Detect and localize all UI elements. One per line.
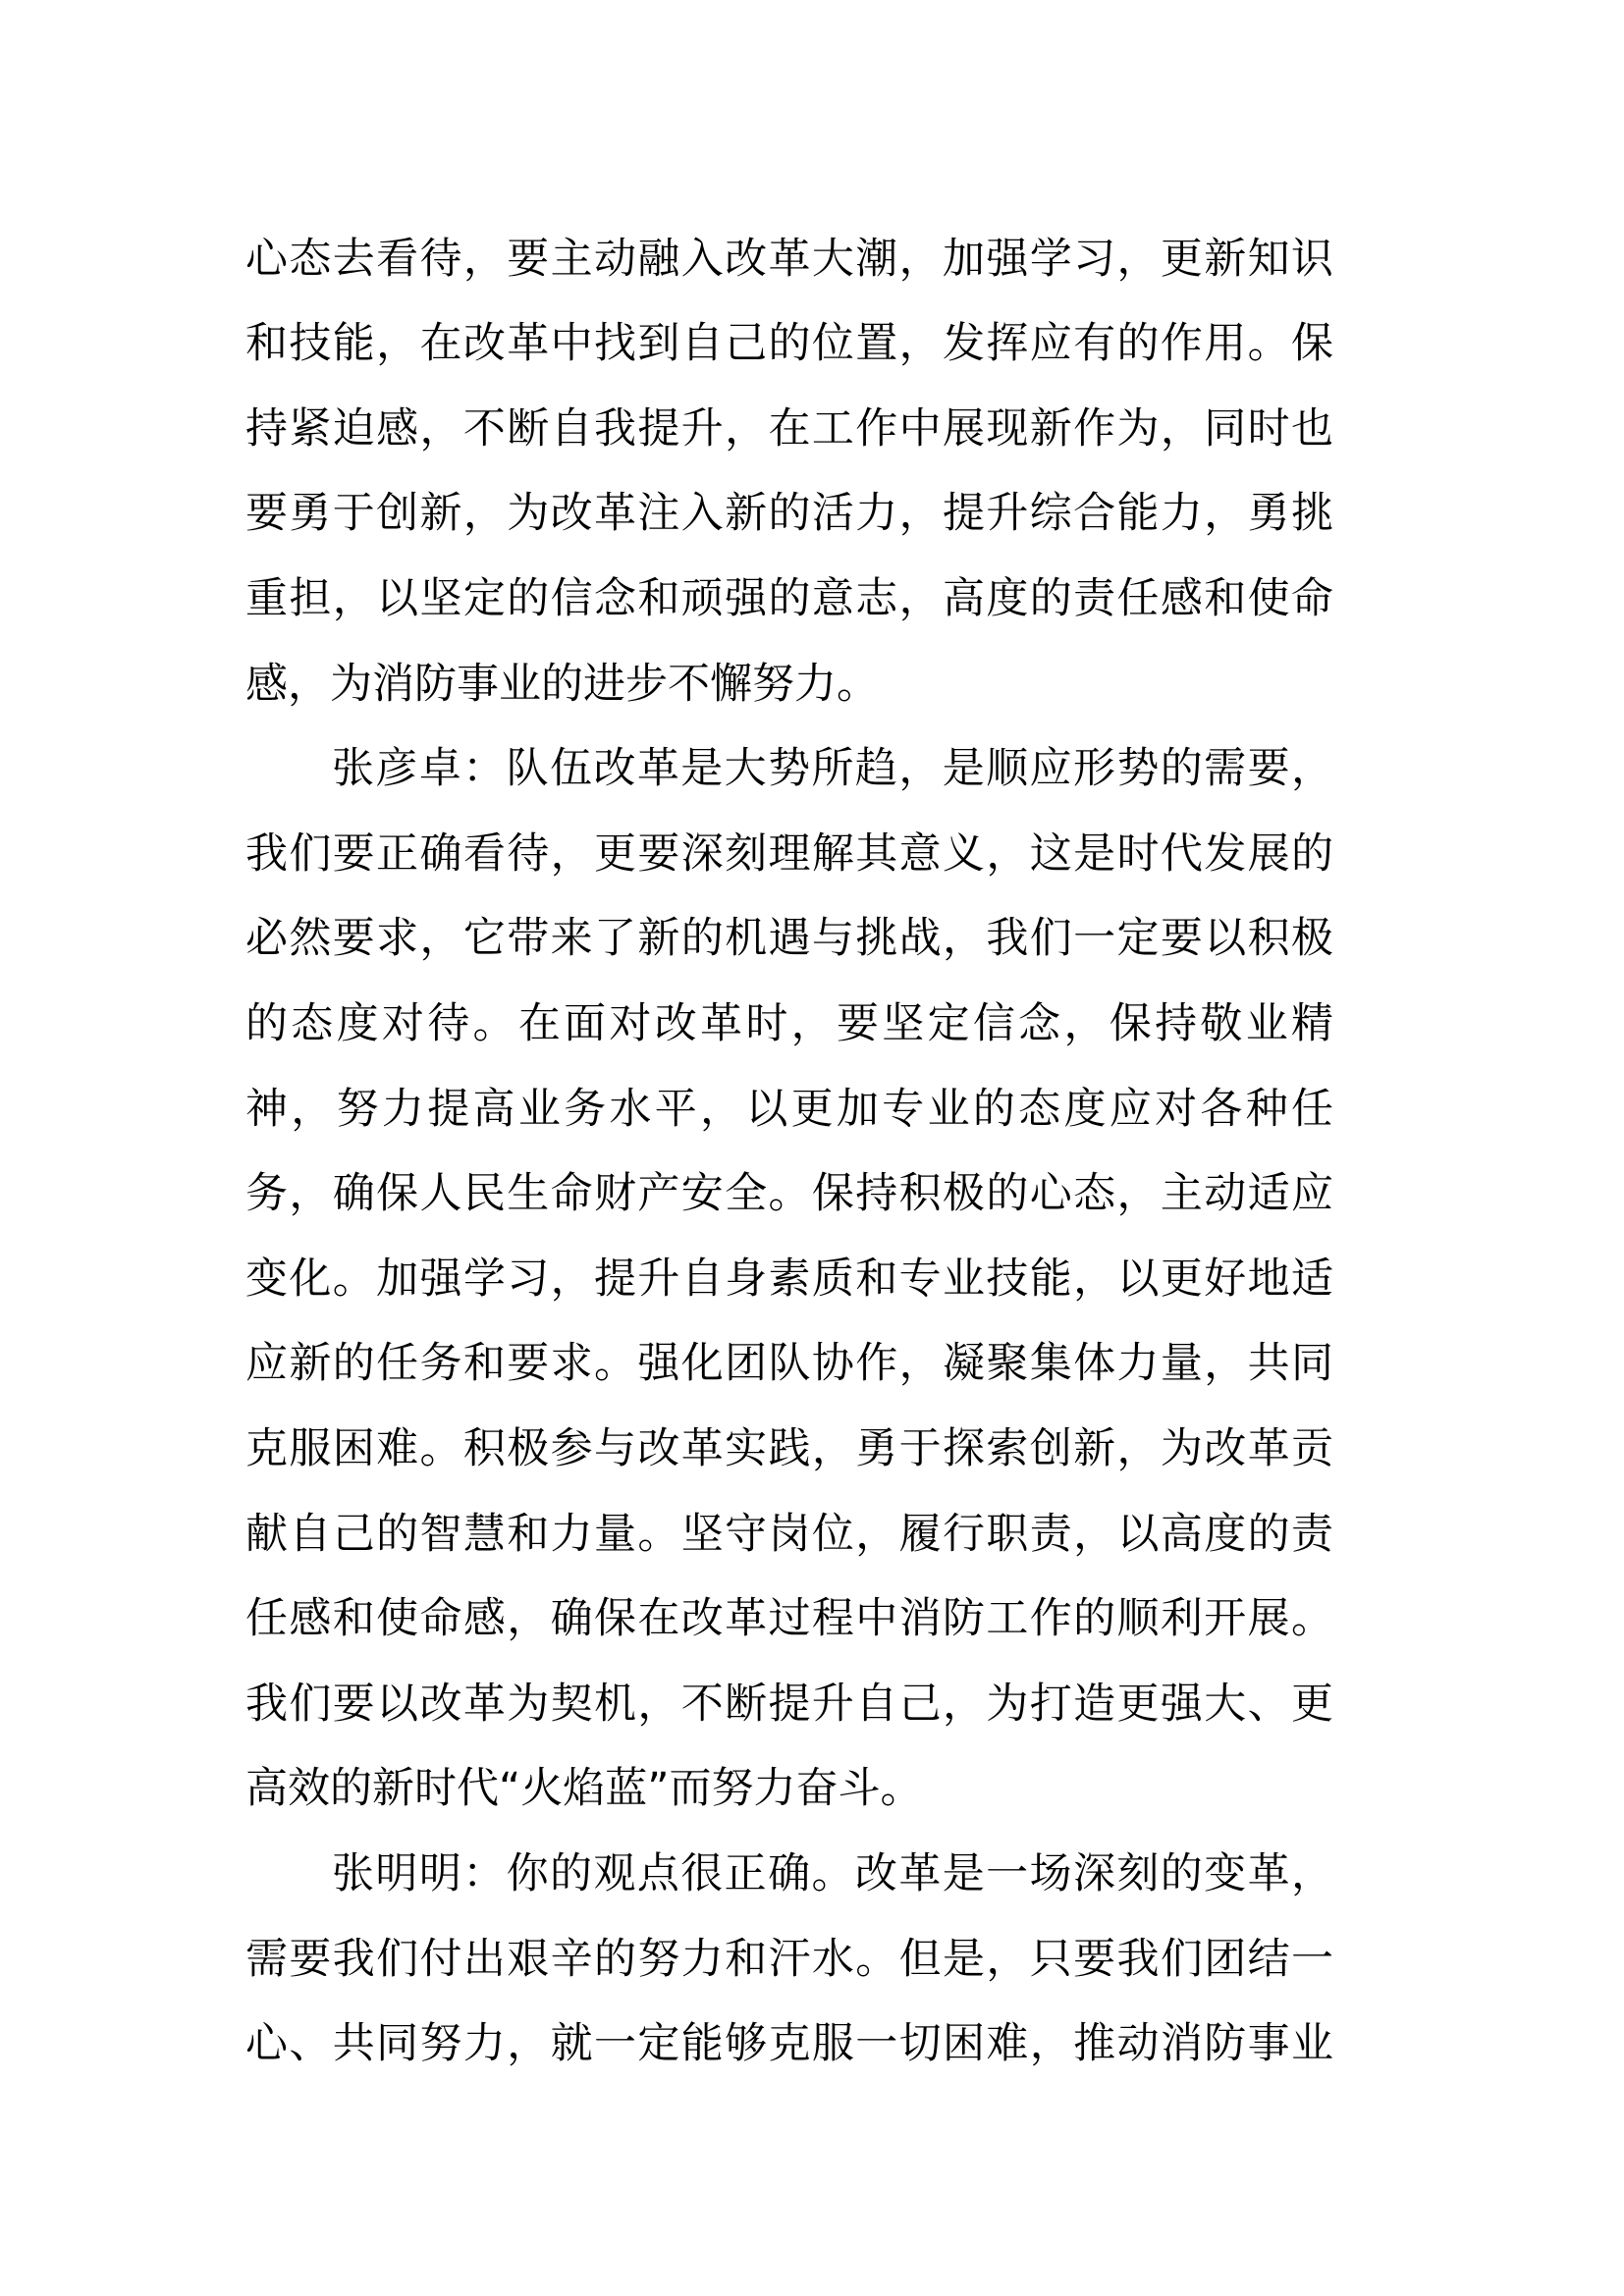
text-line: 我们要正确看待，更要深刻理解其意义，这是时代发展的 <box>245 828 1333 879</box>
paragraph <box>245 1832 1333 2087</box>
text-line: 和技能，在改革中找到自己的位置，发挥应有的作用。保 <box>245 319 1333 369</box>
text-line: 任感和使命感，确保在改革过程中消防工作的顺利开展。 <box>245 1594 1333 1644</box>
text-line: 克服困难。积极参与改革实践，勇于探索创新，为改革贡 <box>245 1424 1333 1473</box>
text-line: 高效的新时代“火焰蓝”而努力奋斗。 <box>245 1764 923 1814</box>
text-line: 心态去看待，要主动融入改革大潮，加强学习，更新知识 <box>245 234 1333 284</box>
text-line: 心、共同努力，就一定能够克服一切困难，推动消防事业 <box>245 2019 1333 2069</box>
text-line: 务，确保人民生命财产安全。保持积极的心态，主动适应 <box>245 1169 1333 1219</box>
text-line: 要勇于创新，为改革注入新的活力，提升综合能力，勇挑 <box>245 489 1333 539</box>
text-line: 神，努力提高业务水平，以更加专业的态度应对各种任 <box>245 1084 1333 1134</box>
text-line: 张明明：你的观点很正确。改革是一场深刻的变革， <box>332 1848 1333 1898</box>
text-line: 应新的任务和要求。强化团队协作，凝聚集体力量，共同 <box>245 1339 1333 1389</box>
text-line: 献自己的智慧和力量。坚守岗位，履行职责，以高度的责 <box>245 1509 1333 1559</box>
text-line: 必然要求，它带来了新的机遇与挑战，我们一定要以积极 <box>245 914 1333 964</box>
text-line: 感，为消防事业的进步不懈努力。 <box>245 659 879 709</box>
text-line: 我们要以改革为契机，不断提升自己，为打造更强大、更 <box>245 1679 1333 1729</box>
text-line: 变化。加强学习，提升自身素质和专业技能，以更好地适 <box>245 1254 1333 1304</box>
text-line: 需要我们付出艰辛的努力和汗水。但是，只要我们团结一 <box>245 1934 1333 1984</box>
text-line: 重担，以坚定的信念和顽强的意志，高度的责任感和使命 <box>245 574 1333 624</box>
paragraph <box>245 726 1333 1832</box>
paragraph <box>245 217 1333 727</box>
text-block <box>245 217 1333 2087</box>
text-line: 的态度对待。在面对改革时，要坚定信念，保持敬业精 <box>245 999 1333 1049</box>
text-line: 张彦卓：队伍改革是大势所趋，是顺应形势的需要， <box>332 744 1333 794</box>
text-line: 持紧迫感，不断自我提升，在工作中展现新作为，同时也 <box>245 403 1333 454</box>
